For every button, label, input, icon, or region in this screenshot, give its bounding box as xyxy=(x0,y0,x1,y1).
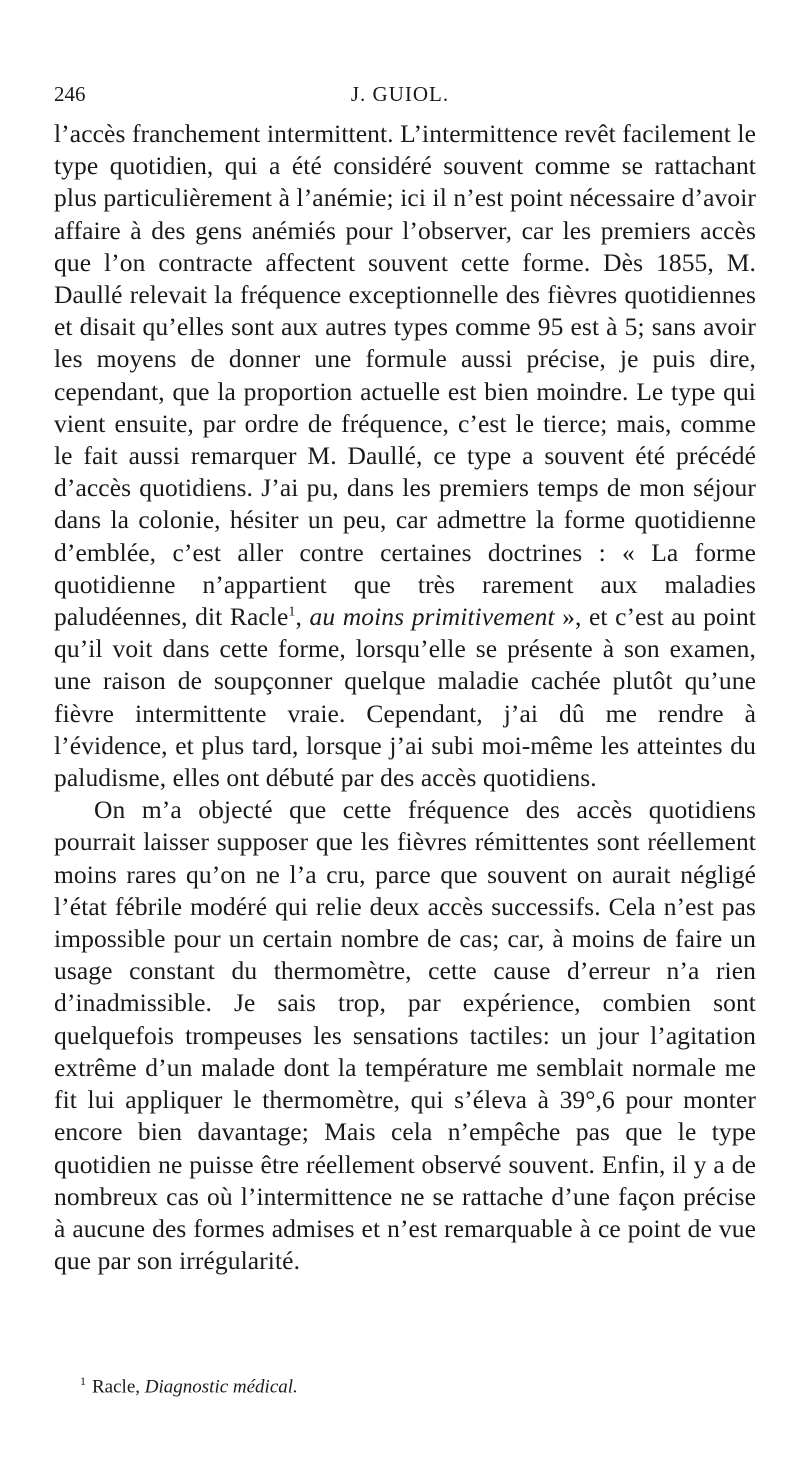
paragraph-1-text-a: l’accès franchement intermittent. L’intermittence revêt facilement le type quotidien, qui a été considéré souvent comme se rattachant plus particulièrement à l’anémie; ici il n’est point nécessaire d’avoir affaire à des gens anémiés pour l’observer, car les premiers accès que l’on contracte affectent souvent cette forme. Dès 1855, M. Daullé relevait la fréquence exceptionnelle des fièvres quotidiennes et disait qu’elles sont aux autres types comme 95 est à 5; sans avoir les moyens de donner une formule aussi précise, je puis dire, cependant, que la proportion actuelle est bien moindre. Le type qui vient ensuite, par ordre de fréquence, c’est le tierce; mais, comme le fait aussi remarquer M. Daullé, ce type a souvent été précédé d’accès quotidiens. J’ai pu, dans les premiers temps de mon séjour dans la colonie, hésiter un peu, car admettre la forme quotidienne d’emblée, c’est aller contre certaines doctrines : « La forme quotidienne n’appartient que très rarement aux maladies paludéennes, dit Racle xyxy=(54,119,756,632)
footnote-mark: 1 xyxy=(80,1374,86,1388)
paragraph-1-text-c: », et c’est au point qu’il voit dans cette forme, lorsqu’elle se présente à son examen, une raison de soupçonner quelque maladie cachée plutôt qu’une fièvre intermittente vraie. Cependant, j’ai dû me rendre à l’évidence, et plus tard, lorsque j’ai subi moi-même les atteintes du paludisme, elles ont débuté par des accès quotidiens. xyxy=(54,602,756,793)
italic-quote: au moins primitivement xyxy=(309,602,555,632)
running-head: J. GUIOL. xyxy=(350,82,450,106)
paragraph-1 xyxy=(54,118,756,794)
footnote xyxy=(80,1374,740,1398)
page-header xyxy=(54,82,746,112)
paragraph-2: On m’a objecté que cette fréquence des accès quotidiens pourrait laisser supposer que les fièvres rémittentes sont réellement moins rares qu’on ne l’a cru, parce que souvent on aurait négligé l’état fébrile modéré qui relie deux accès successifs. Cela n’est pas impossible pour un certain nombre de cas; car, à moins de faire un usage constant du thermomètre, cette cause d’erreur n’a rien d’inadmissible. Je sais trop, par expérience, combien sont quelquefois trompeuses les sensations tactiles: un jour l’agitation extrême d’un malade dont la température me semblait normale me fit lui appliquer le thermomètre, qui s’éleva à 39°,6 pour monter encore bien davantage; Mais cela n’empêche pas que le type quotidien ne puisse être réellement observé souvent. Enfin, il y a de nombreux cas où l’intermittence ne se rattache d’une façon précise à aucune des formes admises et n’est remarquable à ce point de vue que par son irrégularité. xyxy=(54,795,756,1276)
paragraph-1-text-b: , xyxy=(295,602,310,632)
footnote-reference: 1 xyxy=(288,604,296,620)
page-number: 246 xyxy=(54,82,86,106)
footnote-author: Racle, xyxy=(92,1376,145,1398)
body-text xyxy=(54,118,756,1277)
footnote-title: Diagnostic médical. xyxy=(144,1376,298,1398)
